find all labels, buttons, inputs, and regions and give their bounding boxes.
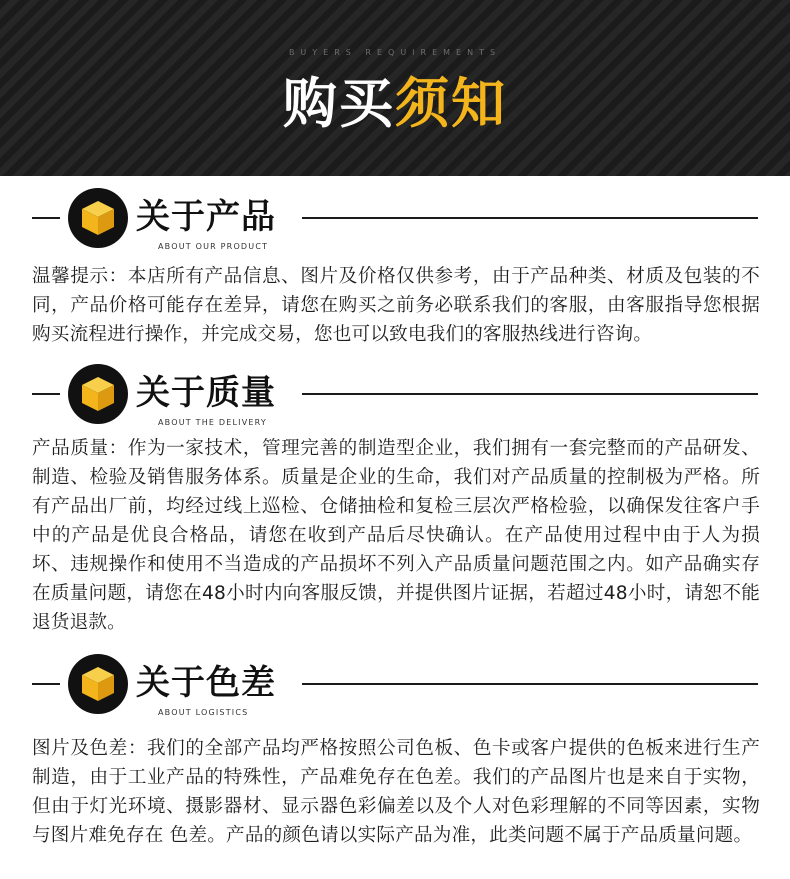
divider-right: [302, 217, 758, 219]
box-icon: [68, 364, 128, 424]
section-title: 关于质量: [136, 373, 276, 413]
banner-subtitle: BUYERS REQUIREMENTS: [288, 48, 502, 57]
section-header-product: [0, 184, 790, 254]
divider-left: [32, 683, 60, 685]
box-icon: [68, 188, 128, 248]
section-subtitle: ABOUT THE DELIVERY: [158, 418, 267, 427]
box-icon: [68, 654, 128, 714]
divider-right: [302, 683, 758, 685]
banner-title-yellow: 须知: [395, 72, 507, 135]
divider-right: [302, 393, 758, 395]
section-text-color: 图片及色差：我们的全部产品均严格按照公司色板、色卡或客户提供的色板来进行生产制造，由于工业产品的特殊性，产品难免存在色差。我们的产品图片也是来自于实物，但由于灯光环境、摄影器材、显示器色彩偏差以及个人对色彩理解的不同等因素，实物与图片难免存在 色差。产品的颜色请以实际产品为准，此类问题不属于产品质量问题。: [32, 738, 760, 846]
divider-left: [32, 217, 60, 219]
section-subtitle: ABOUT OUR PRODUCT: [158, 242, 269, 251]
divider-left: [32, 393, 60, 395]
section-text-quality: 产品质量：作为一家技术，管理完善的制造型企业，我们拥有一套完整而的产品研发、制造、检验及销售服务体系。质量是企业的生命，我们对产品质量的控制极为严格。所有产品出厂前，均经过线上巡检、仓储抽检和复检三层次严格检验，以确保发往客户手中的产品是优良合格品，请您在收到产品后尽快确认。在产品使用过程中由于人为损坏、违规操作和使用不当造成的产品损坏不列入产品质量问题范围之内。如产品确实存在质量问题，请您在48小时内向客服反馈，并提供图片证据，若超过48小时，请恕不能退货退款。: [32, 438, 760, 633]
header-banner: [0, 0, 790, 176]
banner-title-white: 购买: [283, 72, 395, 135]
section-header-color: [0, 650, 790, 720]
section-title: 关于产品: [136, 197, 276, 237]
banner-title: [0, 72, 790, 136]
section-title: 关于色差: [136, 663, 276, 703]
section-header-quality: [0, 360, 790, 430]
section-text-product: 温馨提示：本店所有产品信息、图片及价格仅供参考，由于产品种类、材质及包装的不同，产品价格可能存在差异，请您在购买之前务必联系我们的客服，由客服指导您根据购买流程进行操作，并完成交易，您也可以致电我们的客服热线进行咨询。: [32, 266, 760, 345]
section-subtitle: ABOUT LOGISTICS: [158, 708, 249, 717]
